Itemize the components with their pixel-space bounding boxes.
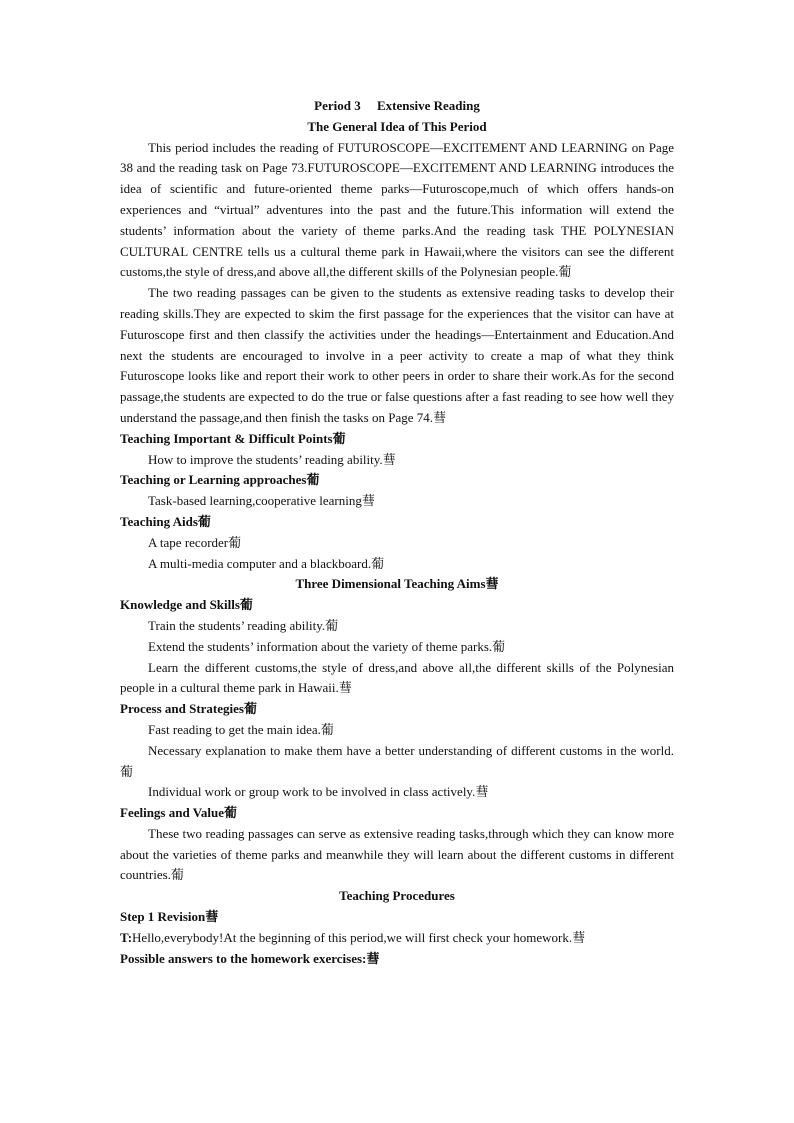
section-title-aims: Three Dimensional Teaching Aims蔧 — [295, 576, 499, 592]
list-item: Extend the students’ information about the variety of theme parks.葡 — [148, 638, 506, 654]
list-item: How to improve the students’ reading ability.蔧 — [148, 451, 396, 467]
intro-paragraph-1: This period includes the reading of FUTUROSCOPE—EXCITEMENT AND LEARNING on Page 38 and the reading task on Page 73.FUTUROSCOPE—EXCITEMENT AND LEARNING introduces the idea of scientific and future-oriented theme parks—Futuroscope,much of which offers hands-on experiences and “virtual” adventures into the past and the future.This information will extend the students’ information about the variety of theme parks.And the reading task THE POLYNESIAN CULTURAL CENTRE tells us a cultural theme park in Hawaii,where the visitors can see the different customs,the style of dress,and above all,the different skills of the Polynesian people.葡 — [120, 139, 674, 280]
document-page — [120, 96, 674, 969]
list-item: Individual work or group work to be involved in class actively.蔧 — [148, 784, 489, 800]
section-title-procedures: Teaching Procedures — [339, 888, 455, 904]
list-item: These two reading passages can serve as extensive reading tasks,through which they can know more about the varieties of theme parks and meanwhile they will learn about the different customs in different countries.葡 — [120, 825, 674, 883]
list-item: Necessary explanation to make them have a better understanding of different customs in the world.葡 — [120, 742, 674, 779]
heading-process-strategies: Process and Strategies葡 — [120, 701, 257, 717]
heading-feelings-value: Feelings and Value葡 — [120, 805, 238, 821]
section-title-general-idea: The General Idea of This Period — [307, 118, 487, 134]
teacher-text: Hello,everybody!At the beginning of this period,we will first check your homework.蔧 — [132, 929, 586, 945]
list-item: Fast reading to get the main idea.葡 — [148, 721, 334, 737]
heading-knowledge-skills: Knowledge and Skills葡 — [120, 597, 253, 613]
list-item: Train the students’ reading ability.葡 — [148, 617, 339, 633]
teacher-label: T: — [120, 929, 133, 945]
heading-approaches: Teaching or Learning approaches葡 — [120, 472, 320, 488]
teacher-line — [120, 928, 674, 949]
answers-heading: Possible answers to the homework exercises:蔧 — [120, 950, 380, 966]
page-title: Period 3 Extensive Reading — [314, 98, 480, 113]
list-item: Task-based learning,cooperative learning蔧 — [148, 493, 375, 509]
heading-important-points: Teaching Important & Difficult Points葡 — [120, 430, 346, 446]
list-item: Learn the different customs,the style of dress,and above all,the different skills of the Polynesian people in a cultural theme park in Hawaii.蔧 — [120, 659, 674, 696]
step-1-heading: Step 1 Revision蔧 — [120, 909, 219, 925]
list-item: A tape recorder葡 — [148, 534, 242, 550]
heading-teaching-aids: Teaching Aids葡 — [120, 513, 211, 529]
intro-paragraph-2: The two reading passages can be given to the students as extensive reading tasks to develop their reading skills.They are expected to skim the first passage for the experiences that the visitor can have at Futuroscope first and then classify the activities under the headings—Entertainment and Education.And next the students are encouraged to involve in a peer activity to create a map of what they think Futuroscope looks like and report their work to other peers in order to share their work.As for the second passage,the students are expected to do the true or false questions after a fast reading to see how well they understand the passage,and then finish the tasks on Page 74.蔧 — [120, 285, 674, 425]
list-item: A multi-media computer and a blackboard.葡 — [148, 555, 385, 571]
